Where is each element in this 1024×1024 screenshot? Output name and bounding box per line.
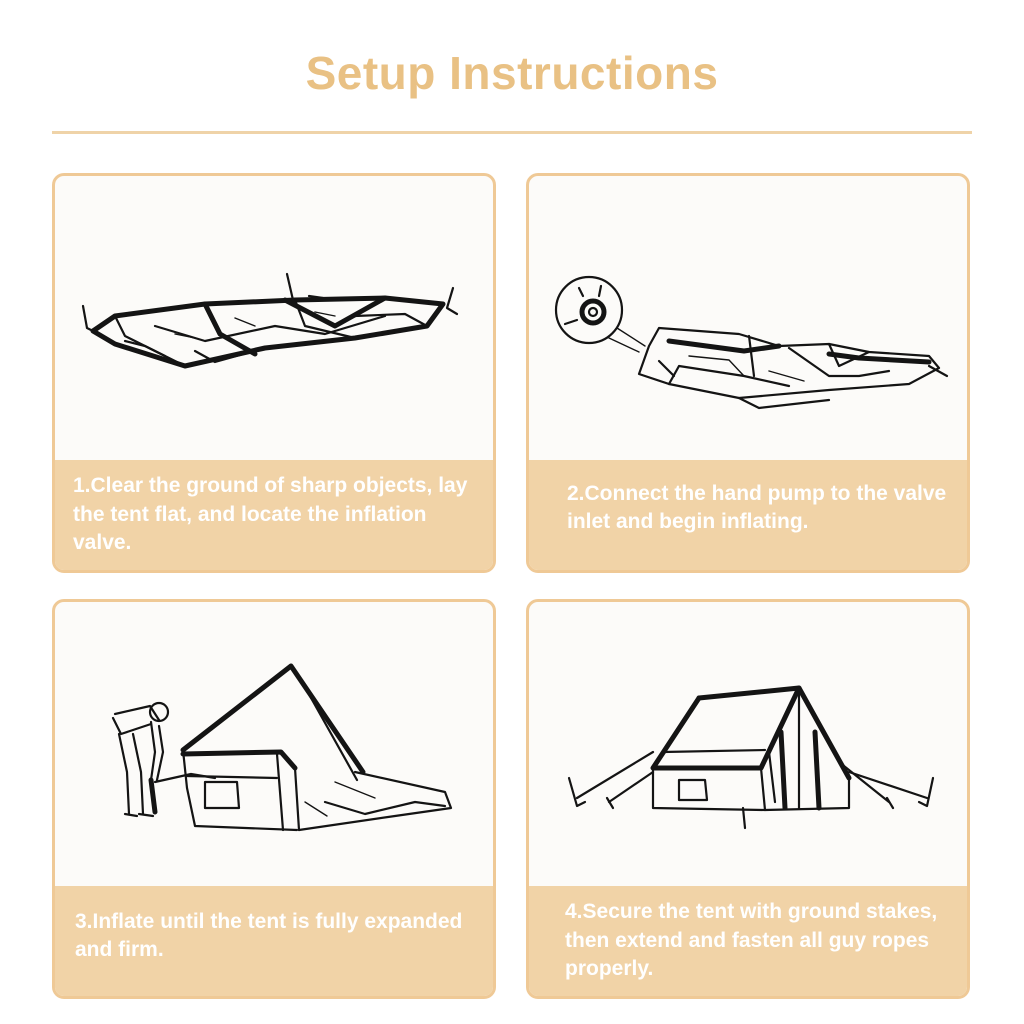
- staked-tent-illustration: [529, 602, 967, 886]
- step-caption-4: [529, 886, 967, 996]
- step-text-3: 3.Inflate until the tent is fully expanded and firm.: [75, 909, 463, 961]
- step-caption-3: [55, 886, 493, 996]
- step-text-4: 4.Secure the tent with ground stakes, then extend and fasten all guy ropes properly.: [565, 900, 938, 981]
- step-text-1: 1.Clear the ground of sharp objects, lay the tent flat, and locate the inflation valve.: [73, 474, 468, 555]
- flat-tent-illustration: [55, 176, 493, 460]
- person-pumping-illustration: [55, 602, 493, 886]
- step-card-4: [526, 599, 970, 999]
- valve-inflating-illustration: [529, 176, 967, 460]
- step-caption-1: [55, 460, 493, 570]
- page-title: Setup Instructions: [305, 47, 719, 99]
- step-card-2: [526, 173, 970, 573]
- title-divider: [52, 131, 972, 134]
- step-text-2: 2.Connect the hand pump to the valve inlet and begin inflating.: [567, 481, 947, 533]
- step-card-3: [52, 599, 496, 999]
- step-caption-2: [529, 460, 967, 570]
- step-card-1: [52, 173, 496, 573]
